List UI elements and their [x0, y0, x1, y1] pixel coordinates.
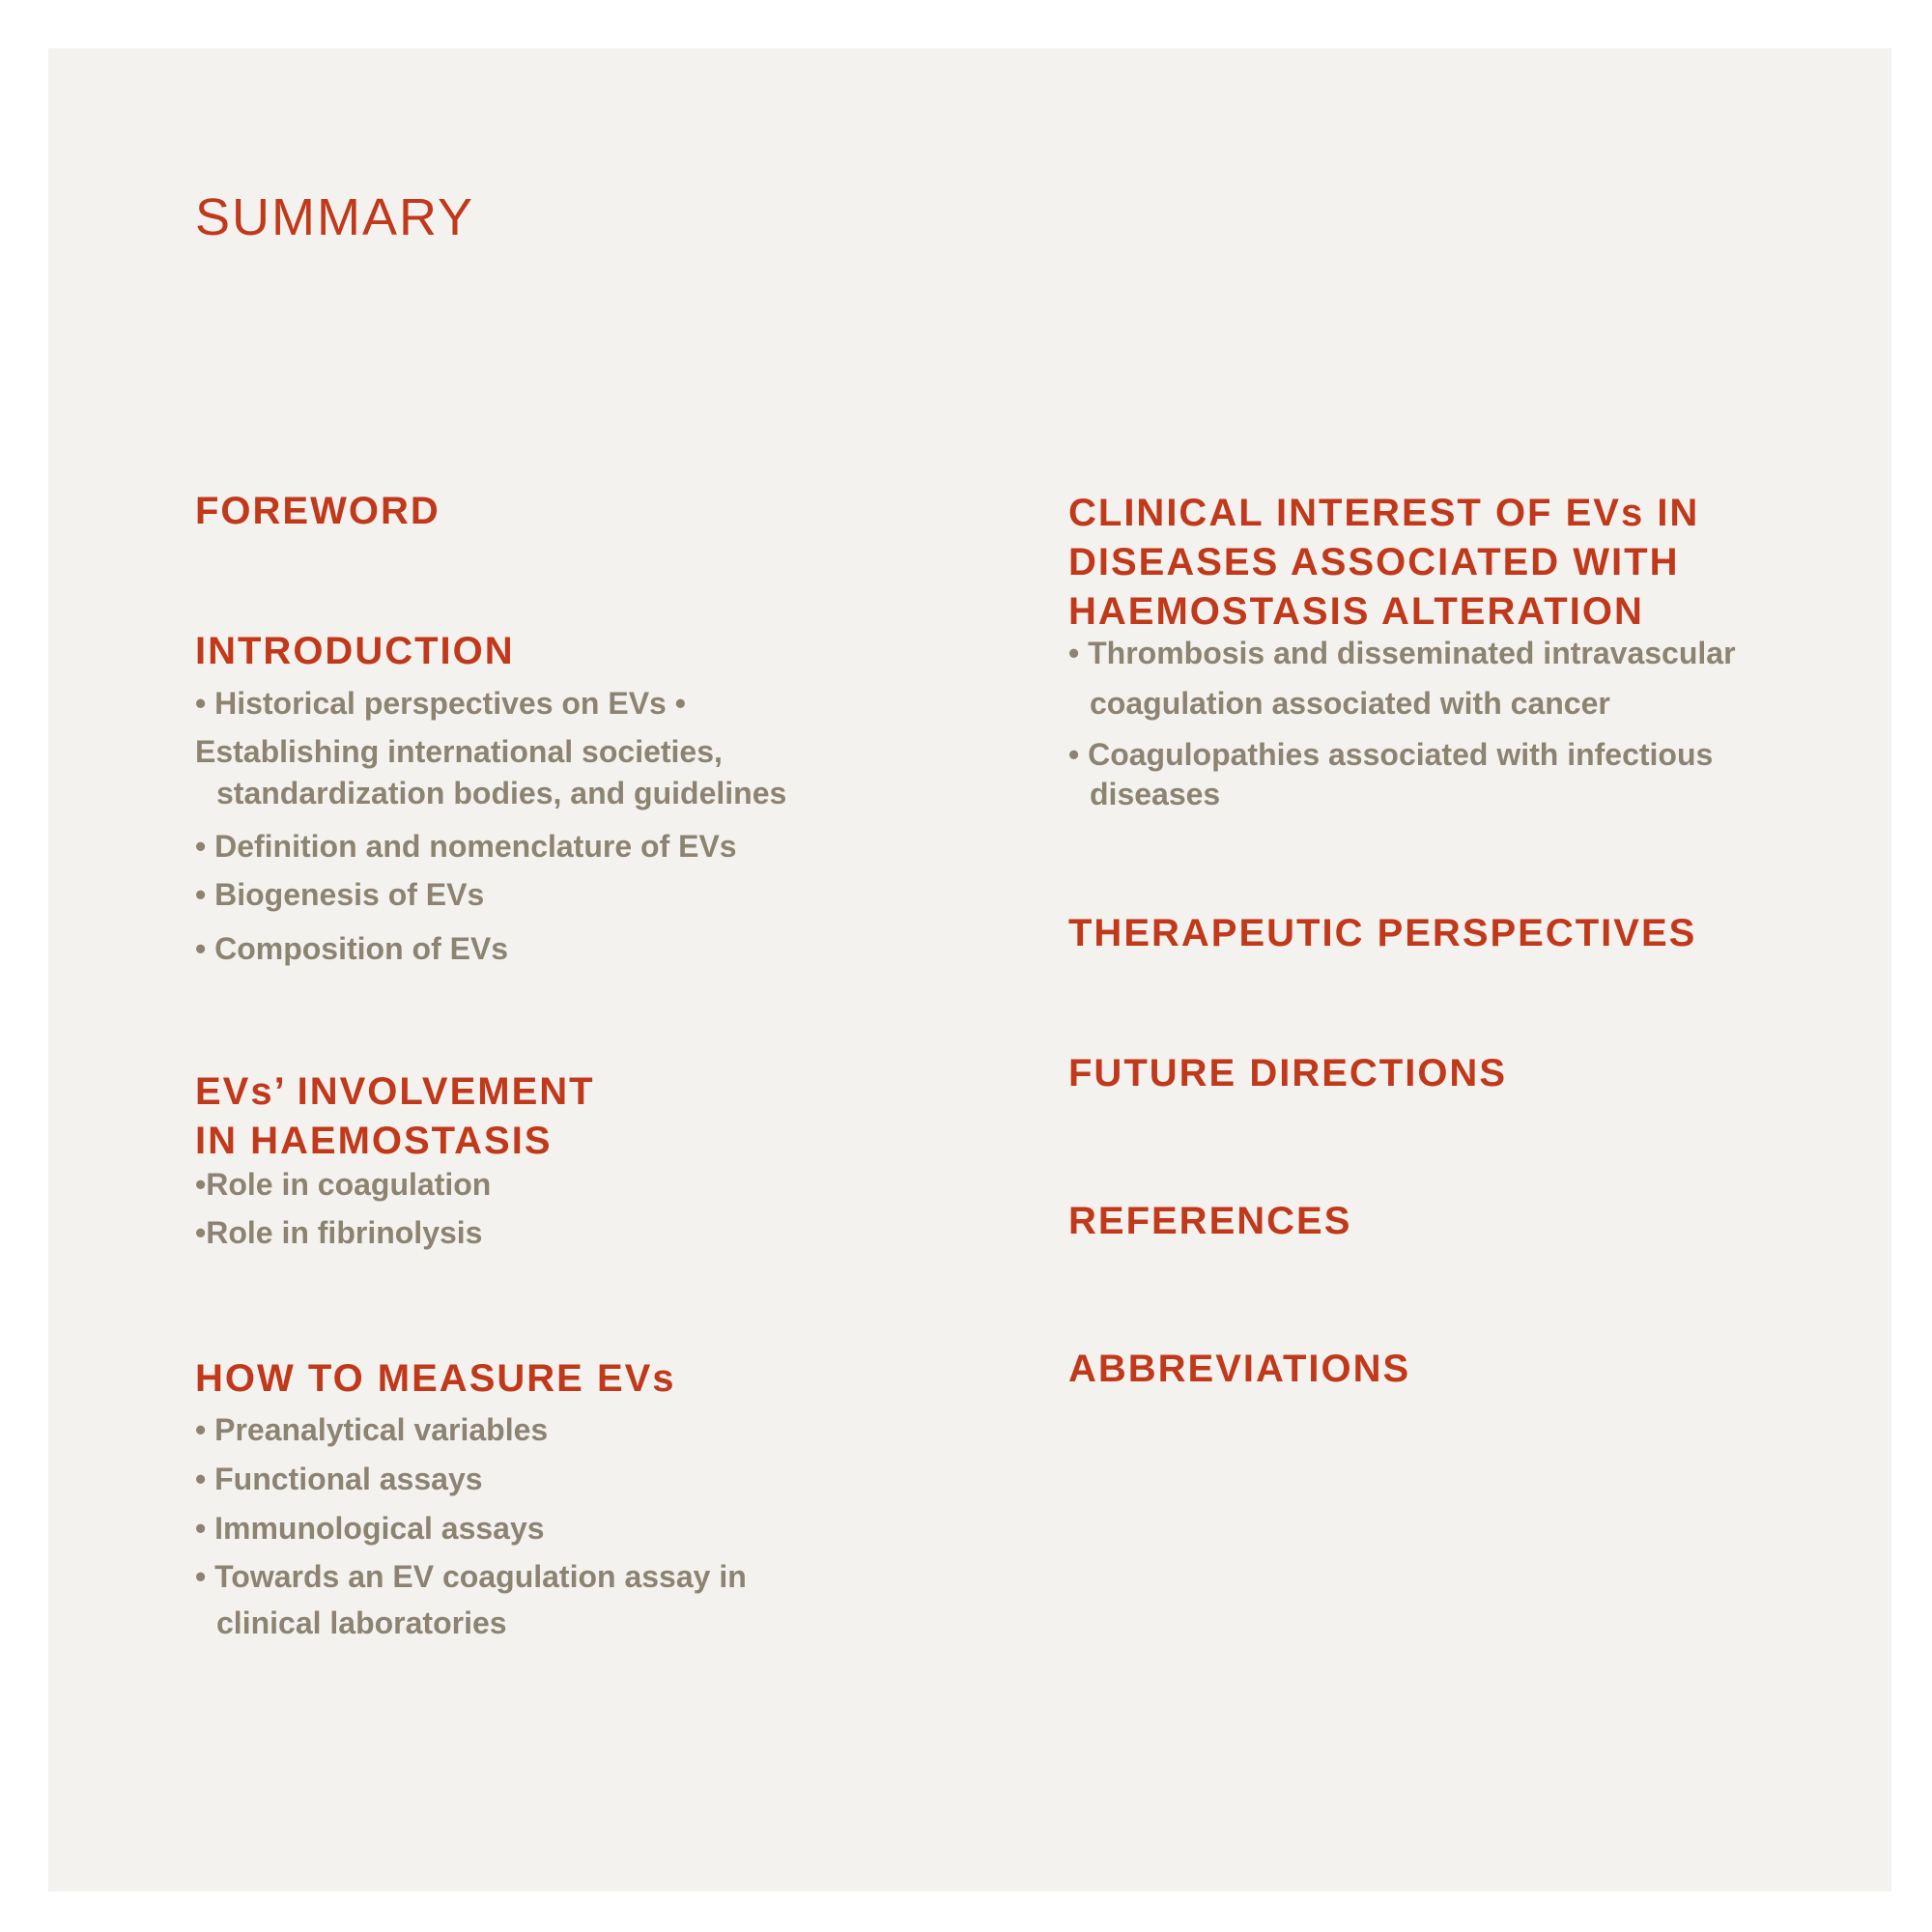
- section-heading-involvement[interactable]: [195, 1067, 595, 1166]
- toc-item[interactable]: • Thrombosis and disseminated intravascular: [1068, 636, 1736, 670]
- section-heading-clinical[interactable]: [1068, 489, 1699, 637]
- toc-item-continuation-text: coagulation associated with cancer: [1090, 686, 1610, 721]
- toc-item-continuation[interactable]: [195, 772, 786, 814]
- toc-item[interactable]: • Definition and nomenclature of EVs: [195, 829, 737, 864]
- toc-item[interactable]: • Historical perspectives on EVs •: [195, 686, 686, 721]
- toc-item-continuation-text: clinical laboratories: [216, 1605, 507, 1640]
- heading-line: CLINICAL INTEREST OF EVs IN: [1068, 492, 1700, 534]
- section-heading-introduction[interactable]: INTRODUCTION: [195, 630, 515, 672]
- page-title: SUMMARY: [195, 188, 475, 246]
- toc-item-continuation[interactable]: [1068, 773, 1220, 815]
- section-heading-abbreviations[interactable]: ABBREVIATIONS: [1068, 1348, 1411, 1390]
- toc-item[interactable]: • Preanalytical variables: [195, 1412, 549, 1447]
- toc-item[interactable]: Establishing international societies,: [195, 734, 723, 769]
- section-heading-foreword[interactable]: FOREWORD: [195, 490, 440, 532]
- toc-item[interactable]: • Immunological assays: [195, 1511, 545, 1546]
- section-heading-therapeutic[interactable]: THERAPEUTIC PERSPECTIVES: [1068, 912, 1697, 954]
- toc-item-continuation-text: diseases: [1090, 777, 1221, 811]
- toc-item[interactable]: • Functional assays: [195, 1462, 483, 1496]
- toc-item[interactable]: • Biogenesis of EVs: [195, 877, 485, 912]
- toc-item[interactable]: •Role in fibrinolysis: [195, 1215, 483, 1250]
- heading-line: DISEASES ASSOCIATED WITH: [1068, 541, 1680, 583]
- section-heading-measure[interactable]: HOW TO MEASURE EVs: [195, 1357, 676, 1400]
- toc-item-continuation[interactable]: [1068, 682, 1610, 724]
- heading-line: EVs’ INVOLVEMENT: [195, 1070, 595, 1113]
- section-heading-future[interactable]: FUTURE DIRECTIONS: [1068, 1052, 1507, 1094]
- section-heading-references[interactable]: REFERENCES: [1068, 1200, 1352, 1242]
- toc-item[interactable]: • Towards an EV coagulation assay in: [195, 1559, 747, 1594]
- toc-item[interactable]: • Coagulopathies associated with infectious: [1068, 737, 1714, 772]
- toc-item[interactable]: • Composition of EVs: [195, 931, 509, 966]
- heading-line: IN HAEMOSTASIS: [195, 1120, 553, 1162]
- heading-line: HAEMOSTASIS ALTERATION: [1068, 590, 1644, 633]
- toc-item-continuation-text: standardization bodies, and guidelines: [216, 776, 787, 810]
- toc-item-continuation[interactable]: [195, 1602, 507, 1644]
- toc-item[interactable]: •Role in coagulation: [195, 1167, 492, 1202]
